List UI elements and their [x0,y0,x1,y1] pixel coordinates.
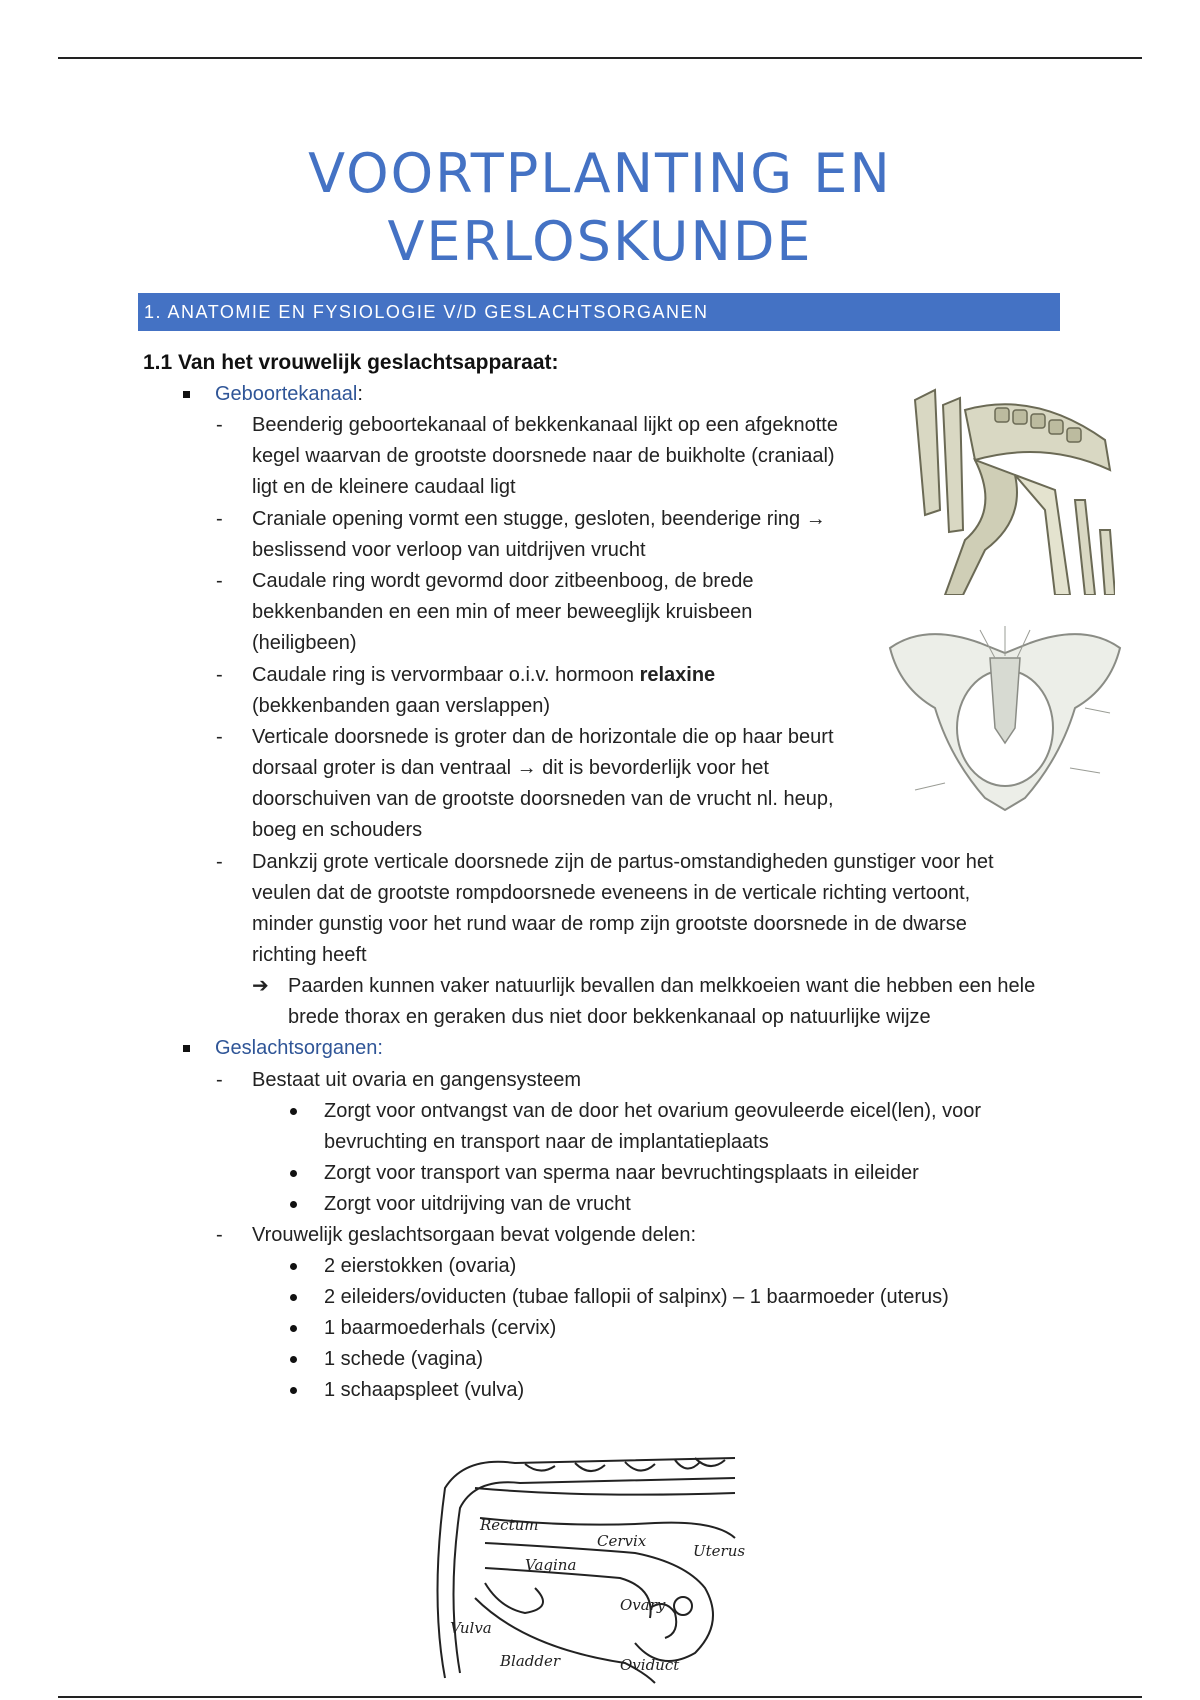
b2-item2-sub3: 1 baarmoederhals (cervix) [324,1317,557,1339]
b1-item5-line2: dorsaal groter is dan ventraal → dit is bevorderlijk voor het [252,757,769,779]
b2-item2-sub2: 2 eileiders/oviducten (tubae fallopii of salpinx) – 1 baarmoeder (uterus) [324,1286,949,1308]
b1-item6-line4: richting heeft [252,944,367,966]
b2-item1: Bestaat uit ovaria en gangensysteem [252,1069,582,1091]
b2-item2-sub4: 1 schede (vagina) [324,1348,483,1370]
label-vagina: Vagina [525,1556,577,1574]
bullet-colon: : [357,383,363,405]
round-bullet-icon [290,1170,297,1177]
pelvis-skeleton-illustration [905,380,1115,595]
dash-icon: - [216,508,223,530]
b1-item6-line1: Dankzij grote verticale doorsnede zijn de partus-omstandigheden gunstiger voor het [252,851,994,873]
title-line-1: VOORTPLANTING EN [308,142,892,205]
label-uterus: Uterus [693,1542,746,1560]
subsection-heading: 1.1 Van het vrouwelijk geslachtsapparaat: [143,351,559,374]
label-vulva: Vulva [450,1619,492,1637]
dash-icon: - [216,726,223,748]
pelvis-front-illustration [885,618,1125,823]
square-bullet-icon [183,1045,190,1052]
round-bullet-icon [290,1108,297,1115]
b2-item2: Vrouwelijk geslachtsorgaan bevat volgende delen: [252,1224,696,1246]
b1-item6-line3: minder gunstig voor het rund waar de romp zijn grootste doorsnede in de dwarse [252,913,967,935]
b1-item2-line2: beslissend voor verloop van uitdrijven vrucht [252,539,646,561]
round-bullet-icon [290,1387,297,1394]
round-bullet-icon [290,1325,297,1332]
reproductive-tract-diagram [425,1448,765,1688]
b2-item2-sub1: 2 eierstokken (ovaria) [324,1255,517,1277]
title-line-2: VERLOSKUNDE [387,210,813,273]
dash-icon: - [216,664,223,686]
b1-item4-text: Caudale ring is vervormbaar o.i.v. hormoon [252,664,640,686]
b1-item5-line3: doorschuiven van de grootste doorsneden van de vrucht nl. heup, [252,788,834,810]
b1-item3-line3: (heiligbeen) [252,632,357,654]
b2-item1-sub1-line1: Zorgt voor ontvangst van de door het ovarium geovuleerde eicel(len), voor [324,1100,982,1122]
b1-item4-bold: relaxine [639,664,716,686]
round-bullet-icon [290,1263,297,1270]
b1-arrow-line2: brede thorax en geraken dus niet door bekkenkanaal op natuurlijke wijze [288,1006,931,1028]
dash-icon: - [216,851,223,873]
bullet-geboortekanaal [215,379,363,410]
section-heading-bar: 1. ANATOMIE EN FYSIOLOGIE V/D GESLACHTSORGANEN [138,293,1060,331]
b1-item4-line1 [252,660,715,691]
dash-icon: - [216,1224,223,1246]
b1-arrow-line1: Paarden kunnen vaker natuurlijk bevallen dan melkkoeien want die hebben een hele [288,975,1036,997]
b2-item1-sub1-line2: bevruchting en transport naar de implantatieplaats [324,1131,769,1153]
b1-item5-line4: boeg en schouders [252,819,423,841]
label-bladder: Bladder [500,1652,561,1670]
b2-item2-sub5: 1 schaapspleet (vulva) [324,1379,525,1401]
b1-item2-line1: Craniale opening vormt een stugge, gesloten, beenderige ring → [252,508,826,530]
bullet-label-geboortekanaal: Geboortekanaal [215,383,358,405]
label-cervix: Cervix [597,1532,647,1550]
arrow-icon: ➔ [252,975,269,997]
round-bullet-icon [290,1201,297,1208]
b1-item6-line2: veulen dat de grootste rompdoorsnede eveneens in de verticale richting vertoont, [252,882,971,904]
dash-icon: - [216,1069,223,1091]
bullet-label-geslachtsorganen: Geslachtsorganen: [215,1037,383,1059]
b1-item1-line1: Beenderig geboortekanaal of bekkenkanaal lijkt op een afgeknotte [252,414,838,436]
label-oviduct: Oviduct [620,1656,680,1674]
dash-icon: - [216,570,223,592]
b1-item4-line2: (bekkenbanden gaan verslappen) [252,695,550,717]
square-bullet-icon [183,391,190,398]
label-ovary: Ovary [620,1596,666,1614]
b1-item3-line2: bekkenbanden en een min of meer beweeglijk kruisbeen [252,601,753,623]
b1-item1-line3: ligt en de kleinere caudaal ligt [252,476,516,498]
round-bullet-icon [290,1294,297,1301]
dash-icon: - [216,414,223,436]
b1-item1-line2: kegel waarvan de grootste doorsnede naar de buikholte (craniaal) [252,445,835,467]
b2-item1-sub2: Zorgt voor transport van sperma naar bevruchtingsplaats in eileider [324,1162,919,1184]
label-rectum: Rectum [480,1516,539,1534]
b1-item3-line1: Caudale ring wordt gevormd door zitbeenboog, de brede [252,570,754,592]
b2-item1-sub3: Zorgt voor uitdrijving van de vrucht [324,1193,631,1215]
round-bullet-icon [290,1356,297,1363]
b1-item5-line1: Verticale doorsnede is groter dan de horizontale die op haar beurt [252,726,834,748]
